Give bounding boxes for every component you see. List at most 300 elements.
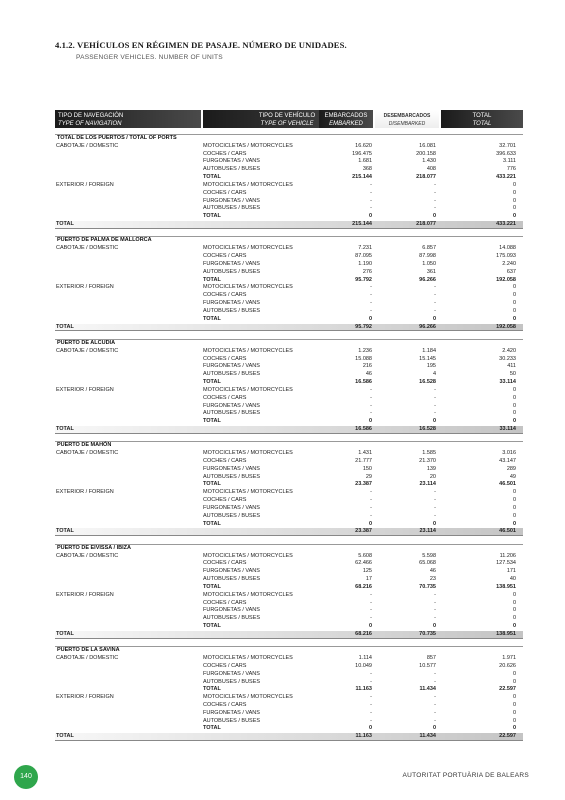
embarked-subtotal: 23.387 — [355, 481, 372, 488]
disembarked-value: - — [434, 709, 436, 716]
port-name-row — [55, 237, 523, 245]
table-row — [55, 292, 523, 300]
disembarked-value: - — [434, 591, 436, 598]
table-row — [55, 679, 523, 687]
disembarked-value: 361 — [426, 268, 436, 275]
disembarked-subtotal: 0 — [432, 725, 436, 732]
section-gap — [55, 229, 523, 237]
embarked-value: - — [370, 615, 372, 622]
vehicle-type: FURGONETAS / VANS — [203, 402, 260, 409]
disembarked-value: - — [434, 694, 436, 701]
embarked-value: 16.620 — [355, 142, 372, 149]
total-subtotal: 0 — [512, 213, 516, 220]
total-subtotal: 0 — [512, 315, 516, 322]
total-value: 411 — [507, 363, 516, 370]
grand-total-row — [55, 733, 523, 741]
total-value: 0 — [512, 386, 516, 393]
total-subtotal: 433.221 — [496, 174, 516, 181]
disembarked-subtotal: 0 — [432, 213, 436, 220]
disembarked-grand-total: 23.114 — [419, 528, 436, 535]
embarked-value: - — [370, 300, 372, 307]
disembarked-subtotal: 11.434 — [419, 686, 436, 693]
disembarked-value: 20 — [429, 473, 436, 480]
subtotal-label: TOTAL — [203, 213, 221, 220]
table-row — [55, 261, 523, 269]
embarked-value: - — [370, 701, 372, 708]
vehicle-type: COCHES / CARS — [203, 253, 247, 260]
disembarked-value: - — [434, 717, 436, 724]
total-subtotal: 138.951 — [496, 583, 516, 590]
disembarked-subtotal: 70.735 — [419, 583, 436, 590]
disembarked-subtotal: 0 — [432, 623, 436, 630]
total-value: 1.971 — [502, 655, 516, 662]
table-row — [55, 505, 523, 513]
total-value: 0 — [512, 694, 516, 701]
disembarked-value: 6.857 — [422, 245, 436, 252]
table-row — [55, 245, 523, 253]
header-disembarked: DESEMBARCADOS DISEMBARKED — [375, 110, 439, 128]
table-row — [55, 710, 523, 718]
table-body — [55, 134, 523, 741]
embarked-value: - — [370, 394, 372, 401]
vehicle-type: FURGONETAS / VANS — [203, 363, 260, 370]
embarked-subtotal: 0 — [368, 418, 372, 425]
embarked-value: - — [370, 205, 372, 212]
header-total: TOTAL TOTAL — [441, 110, 523, 128]
embarked-value: - — [370, 599, 372, 606]
total-value: 32.701 — [499, 142, 516, 149]
vehicle-type: AUTOBUSES / BUSES — [203, 473, 261, 480]
disembarked-value: 408 — [426, 166, 436, 173]
embarked-subtotal: 95.792 — [355, 276, 372, 283]
total-subtotal: 33.114 — [499, 379, 516, 386]
total-value: 0 — [512, 284, 516, 291]
vehicle-type: MOTOCICLETAS / MOTORCYCLES — [203, 245, 293, 252]
embarked-value: 125 — [362, 568, 372, 575]
vehicle-type: AUTOBUSES / BUSES — [203, 410, 261, 417]
vehicle-type: MOTOCICLETAS / MOTORCYCLES — [203, 489, 293, 496]
total-grand-total: 33.114 — [499, 425, 516, 432]
disembarked-value: - — [434, 284, 436, 291]
disembarked-value: - — [434, 701, 436, 708]
total-grand-total: 138.951 — [496, 630, 516, 637]
embarked-value: 276 — [362, 268, 372, 275]
vehicle-type: COCHES / CARS — [203, 599, 247, 606]
disembarked-value: - — [434, 402, 436, 409]
navigation-type: EXTERIOR / FOREIGN — [56, 284, 114, 291]
table-row — [55, 182, 523, 190]
subtotal-label: TOTAL — [203, 583, 221, 590]
table-row — [55, 284, 523, 292]
table-row — [55, 615, 523, 623]
navigation-type: CABOTAJE / DOMESTIC — [56, 552, 119, 559]
grand-total-label: TOTAL — [56, 733, 74, 740]
table-row — [55, 348, 523, 356]
vehicle-type: COCHES / CARS — [203, 189, 247, 196]
disembarked-value: - — [434, 394, 436, 401]
embarked-value: 150 — [362, 465, 372, 472]
disembarked-value: 87.998 — [419, 253, 436, 260]
table-row — [55, 560, 523, 568]
total-value: 0 — [512, 615, 516, 622]
navigation-type: CABOTAJE / DOMESTIC — [56, 245, 119, 252]
embarked-value: 15.088 — [355, 355, 372, 362]
embarked-value: - — [370, 307, 372, 314]
disembarked-value: 15.145 — [419, 355, 436, 362]
table-row — [55, 205, 523, 213]
table-row — [55, 300, 523, 308]
header-embarked: EMBARCADOS EMBARKED — [319, 110, 373, 128]
embarked-value: - — [370, 694, 372, 701]
total-value: 0 — [512, 709, 516, 716]
subtotal-row — [55, 277, 523, 285]
embarked-value: 196.475 — [352, 150, 372, 157]
disembarked-value: 200.158 — [416, 150, 436, 157]
embarked-value: 368 — [362, 166, 372, 173]
total-value: 40 — [509, 576, 516, 583]
total-value: 0 — [512, 607, 516, 614]
vehicle-type: COCHES / CARS — [203, 457, 247, 464]
total-value: 0 — [512, 410, 516, 417]
vehicle-type: COCHES / CARS — [203, 497, 247, 504]
subtotal-row — [55, 481, 523, 489]
embarked-subtotal: 215.144 — [352, 174, 372, 181]
disembarked-value: - — [434, 189, 436, 196]
disembarked-value: - — [434, 615, 436, 622]
vehicle-type: FURGONETAS / VANS — [203, 568, 260, 575]
embarked-value: - — [370, 497, 372, 504]
disembarked-value: - — [434, 599, 436, 606]
subtotal-label: TOTAL — [203, 418, 221, 425]
total-subtotal: 0 — [512, 520, 516, 527]
embarked-grand-total: 95.792 — [355, 323, 372, 330]
disembarked-value: 5.598 — [422, 552, 436, 559]
subtotal-label: TOTAL — [203, 725, 221, 732]
disembarked-grand-total: 70.735 — [419, 630, 436, 637]
table-row — [55, 158, 523, 166]
total-value: 396.633 — [496, 150, 516, 157]
disembarked-value: 16.081 — [419, 142, 436, 149]
disembarked-value: - — [434, 497, 436, 504]
total-value: 2.240 — [502, 260, 516, 267]
embarked-grand-total: 215.144 — [352, 221, 372, 228]
embarked-value: - — [370, 292, 372, 299]
table-row — [55, 718, 523, 726]
total-value: 0 — [512, 497, 516, 504]
embarked-value: 17 — [365, 576, 372, 583]
table-row — [55, 474, 523, 482]
subtotal-label: TOTAL — [203, 315, 221, 322]
vehicle-type: FURGONETAS / VANS — [203, 709, 260, 716]
total-value: 776 — [506, 166, 516, 173]
total-value: 49 — [509, 473, 516, 480]
embarked-value: 7.231 — [358, 245, 372, 252]
total-value: 0 — [512, 504, 516, 511]
embarked-value: - — [370, 709, 372, 716]
disembarked-value: - — [434, 292, 436, 299]
total-value: 11.206 — [499, 552, 516, 559]
total-value: 0 — [512, 292, 516, 299]
vehicle-type: AUTOBUSES / BUSES — [203, 512, 261, 519]
subtotal-label: TOTAL — [203, 520, 221, 527]
vehicle-type: MOTOCICLETAS / MOTORCYCLES — [203, 694, 293, 701]
total-value: 0 — [512, 599, 516, 606]
embarked-grand-total: 23.387 — [355, 528, 372, 535]
vehicle-type: AUTOBUSES / BUSES — [203, 371, 261, 378]
port-name: PUERTO DE MAHÓN — [57, 442, 112, 449]
disembarked-value: 21.370 — [419, 457, 436, 464]
subtotal-label: TOTAL — [203, 379, 221, 386]
vehicle-type: FURGONETAS / VANS — [203, 465, 260, 472]
disembarked-value: - — [434, 607, 436, 614]
disembarked-value: - — [434, 489, 436, 496]
navigation-type: CABOTAJE / DOMESTIC — [56, 347, 119, 354]
table-row — [55, 450, 523, 458]
total-value: 0 — [512, 678, 516, 685]
total-value: 171 — [506, 568, 516, 575]
disembarked-value: 1.184 — [422, 347, 436, 354]
embarked-subtotal: 0 — [368, 315, 372, 322]
total-subtotal: 22.597 — [499, 686, 516, 693]
navigation-type: CABOTAJE / DOMESTIC — [56, 142, 119, 149]
embarked-value: 5.608 — [358, 552, 372, 559]
grand-total-label: TOTAL — [56, 425, 74, 432]
disembarked-value: 139 — [426, 465, 436, 472]
vehicle-type: AUTOBUSES / BUSES — [203, 268, 261, 275]
total-value: 0 — [512, 307, 516, 314]
embarked-subtotal: 0 — [368, 213, 372, 220]
disembarked-value: - — [434, 181, 436, 188]
page-number-badge: 140 — [14, 765, 38, 789]
total-value: 0 — [512, 205, 516, 212]
embarked-grand-total: 11.163 — [355, 733, 372, 740]
subtotal-row — [55, 379, 523, 387]
total-subtotal: 192.058 — [496, 276, 516, 283]
total-grand-total: 22.597 — [499, 733, 516, 740]
header-navigation: TIPO DE NAVEGACIÓN TYPE OF NAVIGATION — [55, 110, 201, 128]
total-subtotal: 0 — [512, 418, 516, 425]
disembarked-grand-total: 16.528 — [419, 425, 436, 432]
table-row — [55, 253, 523, 261]
table-row — [55, 356, 523, 364]
total-value: 0 — [512, 402, 516, 409]
grand-total-row — [55, 528, 523, 536]
table-row — [55, 655, 523, 663]
embarked-value: 21.777 — [355, 457, 372, 464]
embarked-value: - — [370, 678, 372, 685]
vehicle-type: COCHES / CARS — [203, 560, 247, 567]
navigation-type: EXTERIOR / FOREIGN — [56, 489, 114, 496]
port-name-row — [55, 442, 523, 450]
section-title: 4.1.2. VEHÍCULOS EN RÉGIMEN DE PASAJE. NÚMERO DE UNIDADES. — [55, 40, 347, 50]
disembarked-value: 10.577 — [419, 662, 436, 669]
vehicle-type: MOTOCICLETAS / MOTORCYCLES — [203, 450, 293, 457]
embarked-value: - — [370, 717, 372, 724]
embarked-subtotal: 16.586 — [355, 379, 372, 386]
port-name: PUERTO DE LA SAVINA — [57, 647, 120, 654]
disembarked-value: - — [434, 504, 436, 511]
footer-publisher: AUTORITAT PORTUÀRIA DE BALEARS — [402, 772, 529, 779]
vehicle-type: MOTOCICLETAS / MOTORCYCLES — [203, 284, 293, 291]
disembarked-subtotal: 0 — [432, 520, 436, 527]
disembarked-value: 46 — [429, 568, 436, 575]
total-value: 50 — [509, 371, 516, 378]
total-value: 0 — [512, 394, 516, 401]
total-value: 3.016 — [502, 450, 516, 457]
vehicle-type: MOTOCICLETAS / MOTORCYCLES — [203, 347, 293, 354]
disembarked-value: - — [434, 300, 436, 307]
disembarked-value: 23 — [429, 576, 436, 583]
vehicle-type: COCHES / CARS — [203, 150, 247, 157]
total-subtotal: 46.501 — [499, 481, 516, 488]
subtotal-label: TOTAL — [203, 623, 221, 630]
disembarked-grand-total: 11.434 — [419, 733, 436, 740]
disembarked-grand-total: 96.266 — [419, 323, 436, 330]
total-grand-total: 46.501 — [499, 528, 516, 535]
disembarked-value: 4 — [432, 371, 436, 378]
vehicle-type: FURGONETAS / VANS — [203, 504, 260, 511]
vehicle-type: MOTOCICLETAS / MOTORCYCLES — [203, 386, 293, 393]
embarked-subtotal: 11.163 — [355, 686, 372, 693]
embarked-value: - — [370, 410, 372, 417]
table-row — [55, 458, 523, 466]
total-grand-total: 433.221 — [496, 221, 516, 228]
vehicle-type: MOTOCICLETAS / MOTORCYCLES — [203, 142, 293, 149]
disembarked-value: - — [434, 670, 436, 677]
embarked-value: 1.431 — [358, 450, 372, 457]
total-value: 175.093 — [496, 253, 516, 260]
section-subtitle: PASSENGER VEHICLES. NUMBER OF UNITS — [76, 54, 223, 61]
disembarked-subtotal: 23.114 — [419, 481, 436, 488]
table-row — [55, 663, 523, 671]
table-row — [55, 607, 523, 615]
table-row — [55, 151, 523, 159]
total-value: 0 — [512, 489, 516, 496]
vehicle-type: MOTOCICLETAS / MOTORCYCLES — [203, 591, 293, 598]
embarked-value: 62.466 — [355, 560, 372, 567]
total-value: 289 — [506, 465, 516, 472]
subtotal-row — [55, 584, 523, 592]
embarked-value: - — [370, 181, 372, 188]
disembarked-value: 1.050 — [422, 260, 436, 267]
total-value: 2.420 — [502, 347, 516, 354]
embarked-grand-total: 68.216 — [355, 630, 372, 637]
vehicle-type: AUTOBUSES / BUSES — [203, 166, 261, 173]
port-name: PUERTO DE PALMA DE MALLORCA — [57, 237, 152, 244]
total-value: 3.111 — [503, 158, 516, 165]
disembarked-subtotal: 0 — [432, 315, 436, 322]
subtotal-row — [55, 174, 523, 182]
total-value: 0 — [512, 189, 516, 196]
port-name-row — [55, 647, 523, 655]
embarked-value: - — [370, 402, 372, 409]
embarked-value: - — [370, 197, 372, 204]
table-row — [55, 308, 523, 316]
table-row — [55, 694, 523, 702]
table-row — [55, 166, 523, 174]
disembarked-value: 1.430 — [422, 158, 436, 165]
embarked-value: 87.095 — [355, 253, 372, 260]
total-value: 0 — [512, 181, 516, 188]
vehicle-type: AUTOBUSES / BUSES — [203, 717, 261, 724]
disembarked-value: - — [434, 205, 436, 212]
table-row — [55, 553, 523, 561]
port-name-row — [55, 340, 523, 348]
subtotal-label: TOTAL — [203, 174, 221, 181]
port-name-row — [55, 545, 523, 553]
total-value: 0 — [512, 197, 516, 204]
vehicle-type: AUTOBUSES / BUSES — [203, 205, 261, 212]
total-value: 637 — [506, 268, 516, 275]
table-row — [55, 143, 523, 151]
disembarked-subtotal: 16.528 — [419, 379, 436, 386]
disembarked-value: 1.585 — [422, 450, 436, 457]
total-grand-total: 192.058 — [496, 323, 516, 330]
total-value: 127.534 — [496, 560, 516, 567]
embarked-value: 29 — [365, 473, 372, 480]
table-row — [55, 395, 523, 403]
total-value: 0 — [512, 717, 516, 724]
vehicle-type: COCHES / CARS — [203, 394, 247, 401]
navigation-type: CABOTAJE / DOMESTIC — [56, 655, 119, 662]
subtotal-label: TOTAL — [203, 481, 221, 488]
navigation-type: EXTERIOR / FOREIGN — [56, 181, 114, 188]
table-row — [55, 269, 523, 277]
port-name: TOTAL DE LOS PUERTOS / TOTAL OF PORTS — [57, 135, 177, 141]
embarked-value: - — [370, 512, 372, 519]
vehicle-type: AUTOBUSES / BUSES — [203, 678, 261, 685]
total-value: 0 — [512, 591, 516, 598]
total-value: 0 — [512, 300, 516, 307]
embarked-value: 1.236 — [358, 347, 372, 354]
section-gap — [55, 639, 523, 647]
table-row — [55, 410, 523, 418]
navigation-type: CABOTAJE / DOMESTIC — [56, 450, 119, 457]
embarked-subtotal: 0 — [368, 725, 372, 732]
embarked-value: - — [370, 189, 372, 196]
navigation-type: EXTERIOR / FOREIGN — [56, 386, 114, 393]
subtotal-row — [55, 686, 523, 694]
vehicle-type: AUTOBUSES / BUSES — [203, 307, 261, 314]
subtotal-row — [55, 623, 523, 631]
embarked-subtotal: 0 — [368, 623, 372, 630]
vehicle-type: MOTOCICLETAS / MOTORCYCLES — [203, 552, 293, 559]
disembarked-value: - — [434, 307, 436, 314]
vehicle-type: AUTOBUSES / BUSES — [203, 576, 261, 583]
table-row — [55, 600, 523, 608]
grand-total-row — [55, 324, 523, 332]
vehicle-type: COCHES / CARS — [203, 662, 247, 669]
disembarked-value: - — [434, 197, 436, 204]
embarked-subtotal: 0 — [368, 520, 372, 527]
subtotal-row — [55, 725, 523, 733]
grand-total-label: TOTAL — [56, 323, 74, 330]
total-value: 20.626 — [499, 662, 516, 669]
total-value: 14.088 — [499, 245, 516, 252]
disembarked-grand-total: 218.077 — [416, 221, 436, 228]
total-value: 0 — [512, 670, 516, 677]
vehicle-type: COCHES / CARS — [203, 701, 247, 708]
table-row — [55, 371, 523, 379]
embarked-value: 1.114 — [358, 655, 372, 662]
table-row — [55, 513, 523, 521]
embarked-value: - — [370, 489, 372, 496]
disembarked-value: 65.068 — [419, 560, 436, 567]
disembarked-subtotal: 96.266 — [419, 276, 436, 283]
table-row — [55, 363, 523, 371]
subtotal-row — [55, 521, 523, 529]
disembarked-subtotal: 0 — [432, 418, 436, 425]
